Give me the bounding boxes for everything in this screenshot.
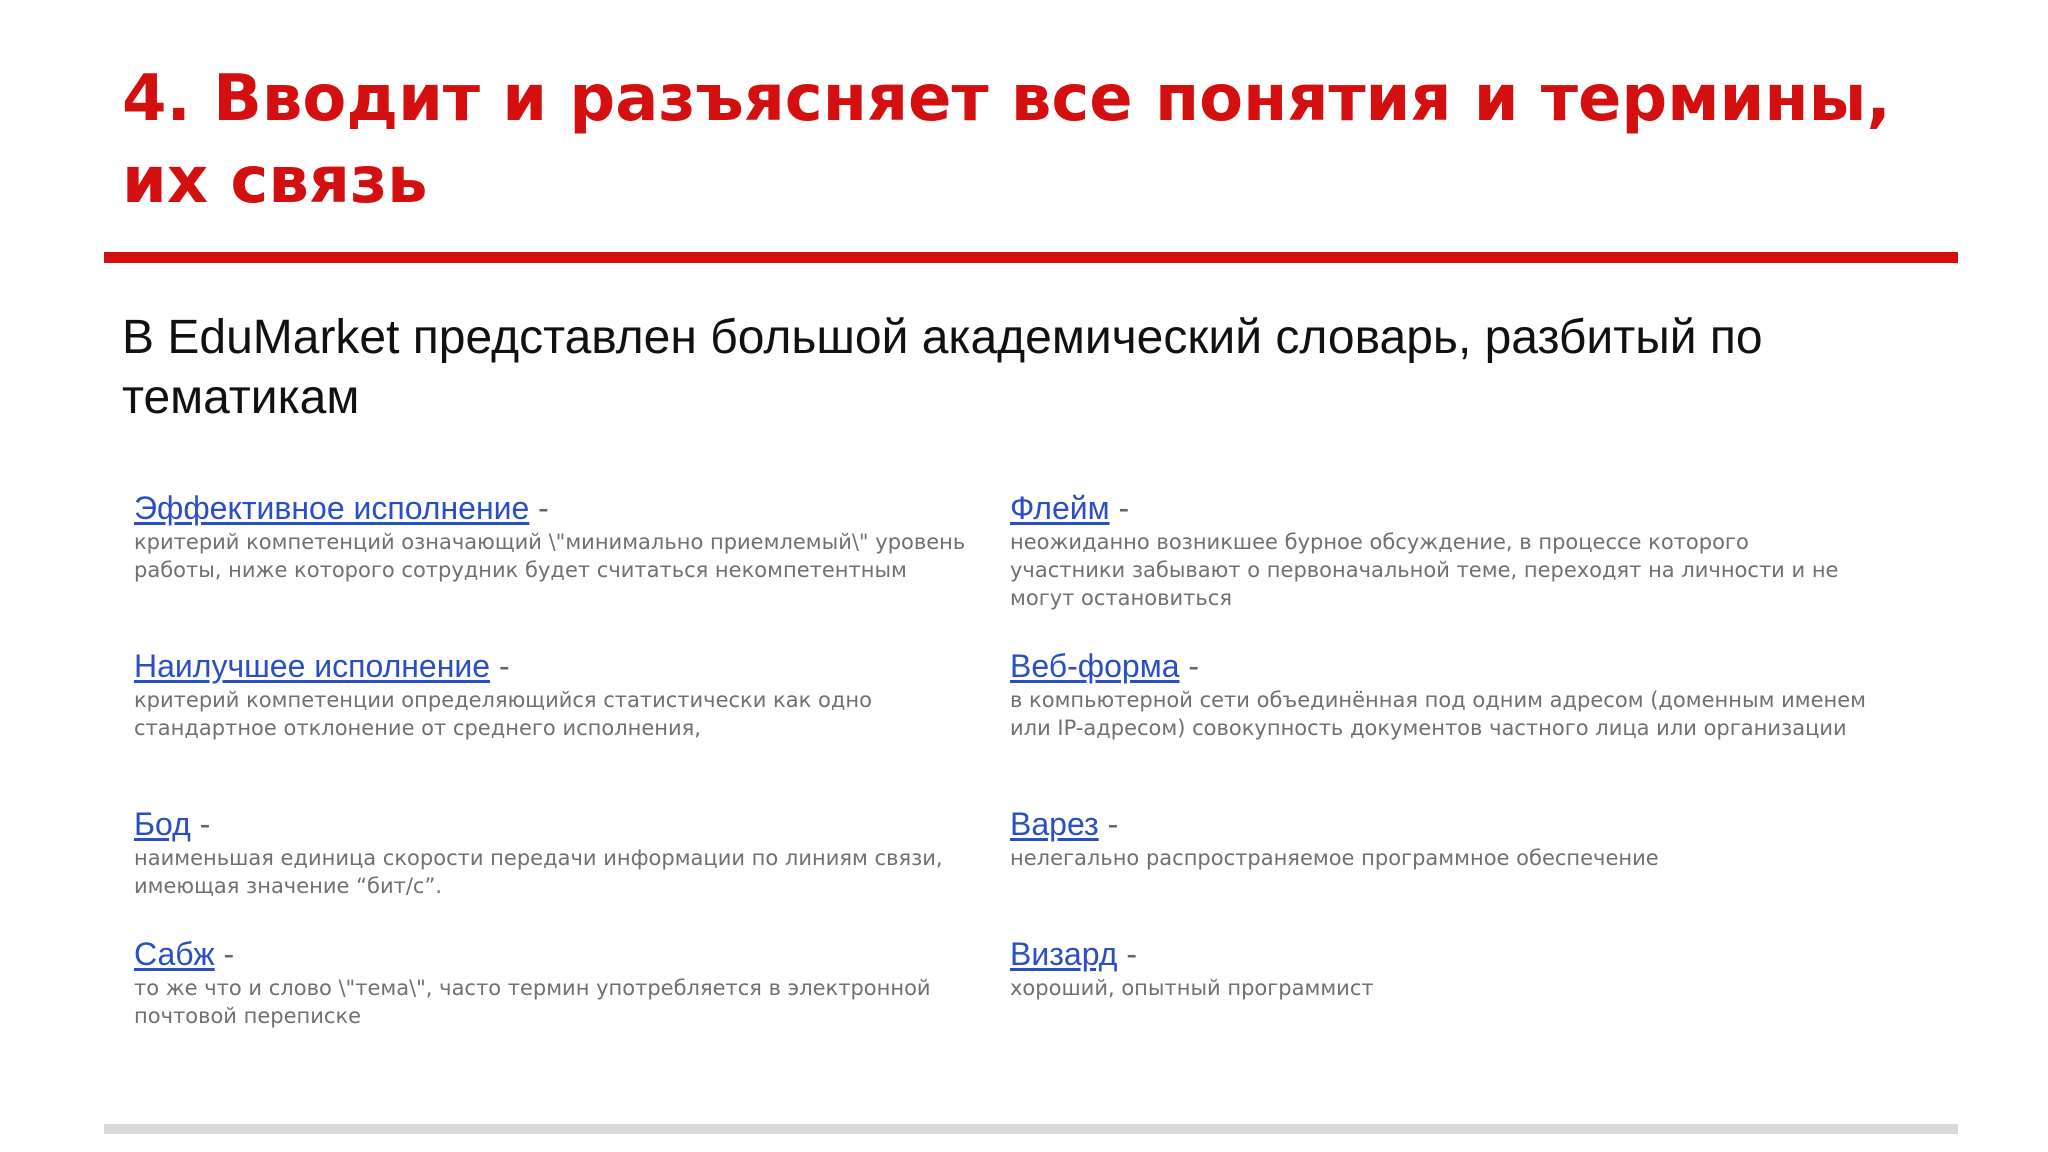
term-dash: -: [1117, 936, 1137, 972]
dictionary-entry: [134, 804, 994, 900]
dictionary-entry: [134, 488, 994, 584]
term-description: то же что и слово \"тема\", часто термин употребляется в электронной почтовой переписке: [134, 976, 931, 1028]
term-link[interactable]: Эффективное исполнение: [134, 490, 530, 526]
term-link[interactable]: Веб-форма: [1010, 648, 1180, 684]
term-dash: -: [1109, 490, 1130, 526]
dictionary-entry: [1010, 646, 1870, 742]
term-description: критерий компетенций означающий \"минимально приемлемый\" уровень работы, ниже которого сотрудник будет считаться некомпетентным: [134, 530, 966, 582]
term-description: неожиданно возникшее бурное обсуждение, в процессе которого участники забывают о первоначальной теме, переходят на личности и не могут остановиться: [1010, 530, 1839, 610]
dictionary-entry: [1010, 488, 1870, 612]
title-divider: [104, 252, 1958, 263]
term-dash: -: [190, 806, 211, 842]
term-dash: -: [490, 648, 510, 684]
dictionary-entry: [134, 646, 994, 742]
footer-divider: [104, 1124, 1958, 1134]
term-description: критерий компетенции определяющийся статистически как одно стандартное отклонение от среднего исполнения,: [134, 688, 872, 740]
dictionary-screenshot: [124, 478, 1884, 1058]
term-description: наименьшая единица скорости передачи информации по линиям связи, имеющая значение “бит/с”.: [134, 846, 943, 898]
term-link[interactable]: Наилучшее исполнение: [134, 648, 491, 684]
dictionary-entry: [1010, 804, 1870, 872]
slide-title: 4. Вводит и разъясняет все понятия и термины, их связь: [122, 62, 1891, 218]
term-link[interactable]: Визард: [1010, 936, 1118, 972]
term-description: в компьютерной сети объединённая под одним адресом (доменным именем или IP-адресом) совокупность документов частного лица или организации: [1010, 688, 1866, 740]
term-link[interactable]: Флейм: [1010, 490, 1110, 526]
dictionary-entry: [134, 934, 994, 1030]
term-description: нелегально распространяемое программное обеспечение: [1010, 846, 1659, 870]
slide-subtitle: В EduMarket представлен большой академический словарь, разбитый по тематикам: [122, 311, 1763, 424]
term-description: хороший, опытный программист: [1010, 976, 1374, 1000]
term-link[interactable]: Варез: [1010, 806, 1099, 842]
term-dash: -: [1179, 648, 1200, 684]
dictionary-entry: [1010, 934, 1870, 1002]
term-link[interactable]: Сабж: [134, 936, 215, 972]
term-link[interactable]: Бод: [134, 806, 191, 842]
term-dash: -: [1098, 806, 1119, 842]
term-dash: -: [529, 490, 549, 526]
term-dash: -: [214, 936, 235, 972]
